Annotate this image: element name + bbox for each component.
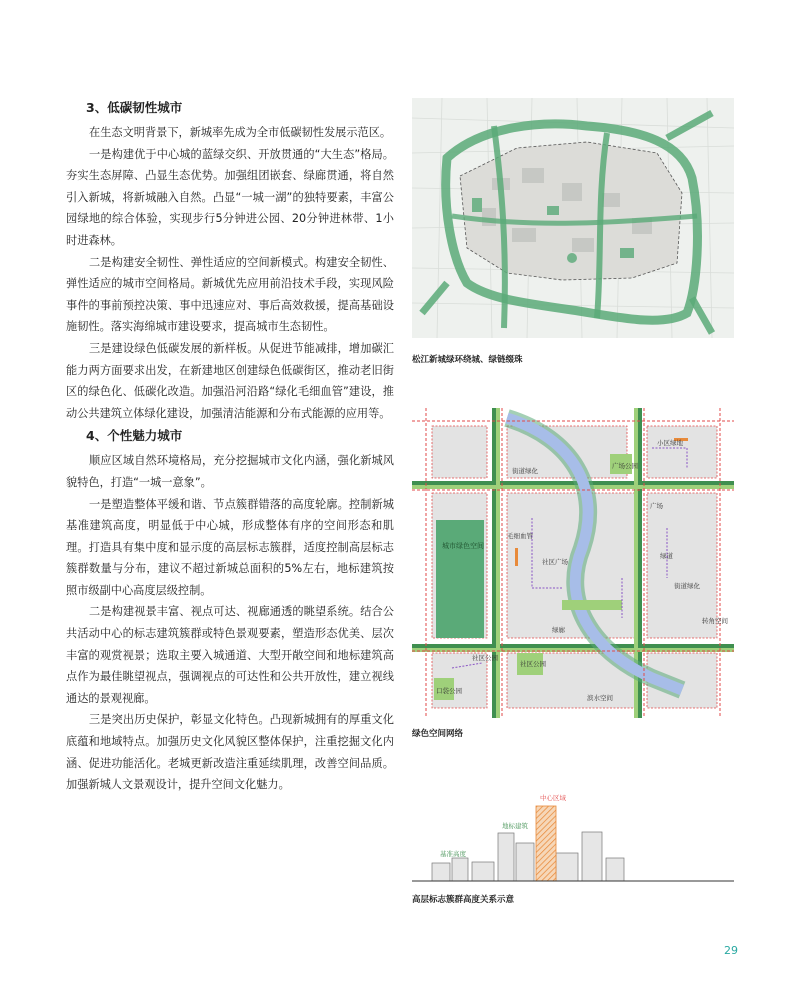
section4-paragraph-3: 二是构建视景丰富、视点可达、视廊通透的眺望系统。结合公共活动中心的标志建筑簇群或特色景观要素，塑造形态优美、层次丰富的观赏视景；选取主要入城通道、大型开敞空间和地标建筑高点作为最佳眺望视点，强调视点的可达性和公共开放性，建立视线通达的景观视廊。 <box>66 605 394 705</box>
label-community-park: 社区公园 <box>520 660 546 668</box>
section3-paragraph-4: 三是建设绿色低碳发展的新样板。从促进节能减排，增加碳汇能力两方面要求出发，在新建地区创建绿色低碳街区，推动老旧街区的绿色化、低碳化改造。加强沿河沿路“绿化毛细血管”建设，推动公共建筑立体绿化建设，加强清洁能源和分布式能源的应用等。 <box>66 341 394 420</box>
label-green-link: 绿道 <box>660 552 673 560</box>
section4-paragraph-4: 三是突出历史保护，彰显文化特色。凸现新城拥有的厚重文化底蕴和地域特点。加强历史文化风貌区整体保护，注重挖掘文化内涵、促进功能活化。老城更新改造注重延续肌理，改善空间品质。加强新城人文景观设计，提升空间文化魅力。 <box>66 713 394 792</box>
label-green-park: 广场公园 <box>612 462 638 470</box>
label-street-green: 街道绿化 <box>512 467 538 475</box>
label-street-green-2: 街道绿化 <box>674 582 700 590</box>
skyline-label-landmark: 地标建筑 <box>502 822 528 830</box>
label-pocket-park: 口袋公园 <box>436 687 462 695</box>
label-green-axis: 绿廊 <box>552 626 565 634</box>
skyline-height-diagram <box>412 778 734 888</box>
city-green-space-block <box>436 520 484 638</box>
landmark-tower <box>536 806 556 881</box>
section3-paragraph-1: 在生态文明背景下，新城率先成为全市低碳韧性发展示范区。 <box>89 126 392 139</box>
section4-paragraph-2: 一是塑造整体平缓和谐、节点簇群错落的高度轮廓。控制新城基准建筑高度，明显低于中心城，形成整体有序的空间形态和肌理。打造具有集中度和显示度的高层标志簇群，适度控制高层标志簇群数量与分布，建议不超过新城总面积的5%左右，地标建筑按照市级副中心高度层级控制。 <box>66 497 394 597</box>
label-waterfront: 滨水空间 <box>587 694 613 702</box>
label-mini-park: 社区公园 <box>472 654 498 662</box>
label-plaza: 社区广场 <box>542 558 568 566</box>
skyline-label-base: 基准高度 <box>440 850 466 858</box>
green-space-network-diagram <box>412 408 734 718</box>
section3-paragraph-3: 二是构建安全韧性、弹性适应的空间新模式。构建安全韧性、弹性适应的城市空间格局。新城优先应用前沿技术手段，实现风险事件的事前预控决策、事中迅速应对、事后高效救援，提高基础设施韧性。落实海绵城市建设要求，提高城市生态韧性。 <box>66 255 394 334</box>
section4-paragraph-1: 顺应区域自然环境格局，充分挖掘城市文化内涵，强化新城风貌特色，打造“一城一意象”。 <box>66 454 394 489</box>
map-caption: 松江新城绿环绕城、绿链缀珠 <box>412 355 523 365</box>
grid-caption: 绿色空间网络 <box>412 729 464 739</box>
label-corridor: 毛细血管 <box>507 532 533 540</box>
section3-paragraph-2: 一是构建优于中心城的蓝绿交织、开放贯通的“大生态”格局。夯实生态屏障、凸显生态优势。加强组团嵌套、绿廊贯通，将自然引入新城，将新城融入自然。凸显“一城一湖”的独特要素，丰富公园绿地的综合体验，实现步行5分钟进公园、20分钟进林带、1小时进森林。 <box>66 147 394 247</box>
label-block-garden: 小区绿地 <box>657 439 683 447</box>
section3-heading: 3、低碳韧性城市 <box>86 100 183 115</box>
page-number: 29 <box>724 944 738 957</box>
section4-heading: 4、个性魅力城市 <box>86 428 183 444</box>
text-column <box>66 98 394 796</box>
green-ring-map <box>412 98 734 338</box>
label-square: 广场 <box>650 502 663 510</box>
skyline-caption: 高层标志簇群高度关系示意 <box>412 895 515 905</box>
label-corner: 转角空间 <box>702 617 728 625</box>
skyline-label-center: 中心区域 <box>540 794 566 802</box>
label-city-green-space: 城市绿色空间 <box>442 542 484 550</box>
